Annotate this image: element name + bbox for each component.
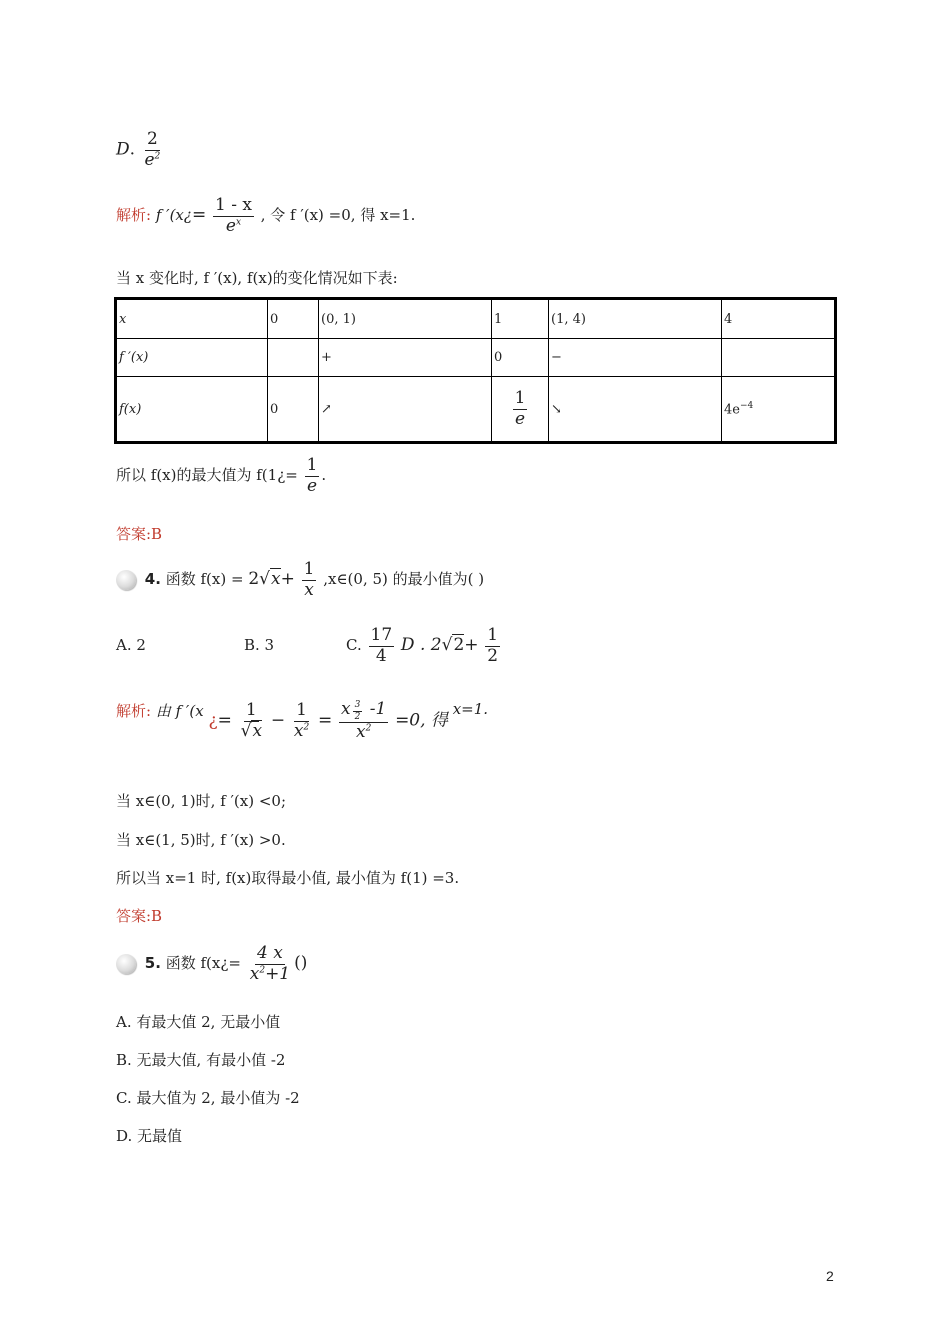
variation-table xyxy=(114,297,837,444)
solution-label: 解析: xyxy=(116,206,152,225)
decreasing-arrow: ↘ xyxy=(549,377,722,443)
option-a: A. 2 xyxy=(116,636,146,654)
increasing-arrow: ↗ xyxy=(319,377,492,443)
table-cell: + xyxy=(319,339,492,377)
table-cell: 4 xyxy=(722,299,836,339)
solution-label: 解析: xyxy=(116,702,152,720)
option-d-top: D. $\frac{2}{e^2}$ xyxy=(116,129,161,170)
table-cell: f(x) xyxy=(116,377,268,443)
answer-3: 答案:B xyxy=(116,525,163,543)
page-number: 2 xyxy=(826,1268,834,1284)
table-cell: f ′(x) xyxy=(116,339,268,377)
table-cell: 0 xyxy=(268,299,319,339)
table-cell: 0 xyxy=(268,377,319,443)
option-c-d: C. $\frac{17}{4}$ D . 2√2+ $\frac{1}{2}$ xyxy=(346,625,499,666)
table-cell: (0, 1) xyxy=(319,299,492,339)
question-bullet-icon xyxy=(116,954,136,974)
table-cell: (1, 4) xyxy=(549,299,722,339)
solution-3-line: 解析: f ′(x¿= $\frac{1 - x}{e^x}$ , 令 f ′(x) =0, 得 x=1. xyxy=(116,195,416,236)
table-row xyxy=(116,299,836,339)
derivative-lhs: f ′(x¿ xyxy=(155,206,192,225)
question-bullet-icon xyxy=(116,570,136,590)
option-b: B. 无最大值, 有最小值 -2 xyxy=(116,1051,286,1069)
solution-4-line: 解析: 由 f ′(x ¿= $\frac{1}{√x}$ − $\frac{1}{x^2}$ = x $\frac{3}{2}$ -1 $x^2$ =0, 得 x=1. xyxy=(116,699,489,743)
question-4: 4. 函数 f(x) = 2√x+ $\frac{1}{x}$ ,x∈(0, 5) 的最小值为( ) xyxy=(116,560,484,600)
question-number: 5. xyxy=(144,954,161,973)
derivative-fraction: $\frac{1 - x}{e^x}$ xyxy=(214,195,252,236)
table-cell xyxy=(268,339,319,377)
table-cell: 1 xyxy=(492,299,549,339)
table-cell-max: $\frac{1}{e}$ xyxy=(492,377,549,443)
answer-4: 答案:B xyxy=(116,907,163,925)
solution-3-rest: , 令 f ′(x) =0, 得 x=1. xyxy=(260,206,416,225)
question-5: 5. 函数 f(x¿= $\frac{4 x}{x^2+1}$ () xyxy=(116,944,307,984)
table-cell xyxy=(722,339,836,377)
table-cell: 0 xyxy=(492,339,549,377)
solution-4-step: 当 x∈(0, 1)时, f ′(x) <0; xyxy=(116,792,287,810)
table-intro: 当 x 变化时, f ′(x), f(x)的变化情况如下表: xyxy=(116,269,398,287)
conclusion-3: 所以 f(x)的最大值为 f(1¿= $\frac{1}{e}$ . xyxy=(116,455,327,496)
option-a: A. 有最大值 2, 无最小值 xyxy=(116,1013,281,1031)
table-row xyxy=(116,377,836,443)
question-number: 4. xyxy=(144,570,161,589)
table-cell: − xyxy=(549,339,722,377)
table-row xyxy=(116,339,836,377)
table-cell: $4e^{-4}$ xyxy=(722,377,836,443)
fraction-denominator: $e^2$ xyxy=(144,149,161,170)
solution-4-step: 当 x∈(1, 5)时, f ′(x) >0. xyxy=(116,831,286,849)
option-c: C. 最大值为 2, 最小值为 -2 xyxy=(116,1089,300,1107)
solution-4-step: 所以当 x=1 时, f(x)取得最小值, 最小值为 f(1) =3. xyxy=(116,869,460,887)
option-d-label: D xyxy=(116,139,130,160)
option-d-fraction xyxy=(142,130,162,170)
option-d: D. 无最值 xyxy=(116,1127,183,1145)
fraction-numerator: 2 xyxy=(146,129,158,149)
option-b: B. 3 xyxy=(244,636,275,654)
table-cell: x xyxy=(116,299,268,339)
